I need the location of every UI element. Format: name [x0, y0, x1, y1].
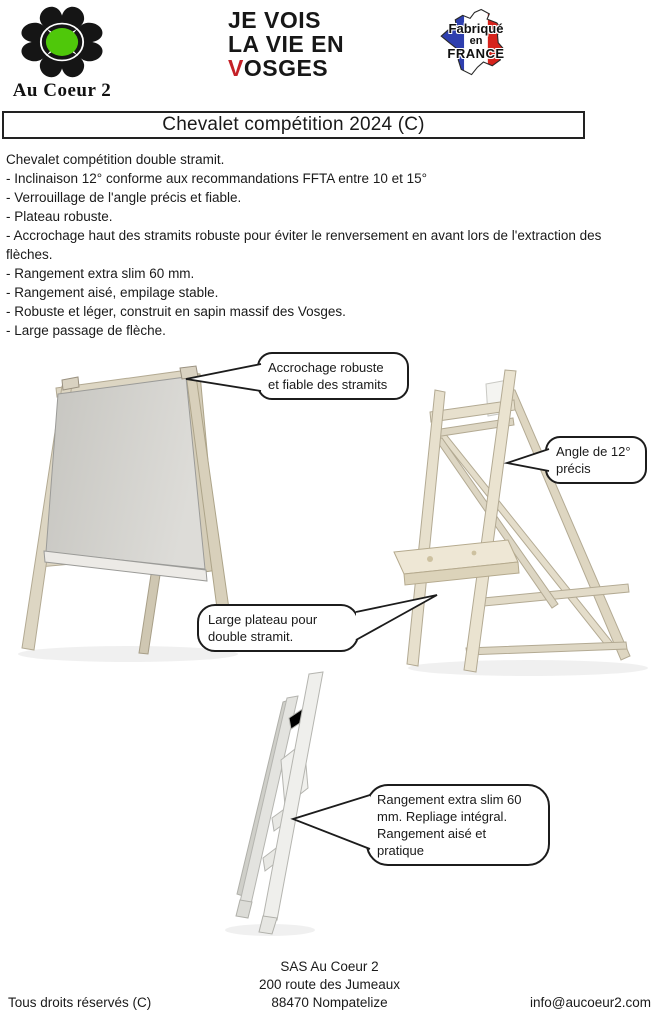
product-description	[6, 150, 656, 340]
callout-line: Accrochage robuste	[268, 360, 384, 375]
photo-easel-folded	[225, 668, 355, 940]
product-title: Chevalet compétition 2024 (C)	[162, 114, 425, 135]
callout-plateau	[197, 604, 359, 652]
callout-line: pratique	[377, 843, 424, 858]
made-in-france-text	[437, 22, 515, 61]
description-line: - Robuste et léger, construit en sapin massif des Vosges.	[6, 304, 346, 319]
callout-line: et fiable des stramits	[268, 377, 388, 392]
logo-fabrique-en-france	[437, 8, 515, 82]
description-line: - Accrochage haut des stramits robuste pour éviter le renversement en avant lors de l'extraction des	[6, 228, 602, 243]
vosges-red-v: V	[228, 55, 244, 81]
vosges-line-1: JE VOIS	[228, 7, 321, 33]
callout-angle	[545, 436, 647, 484]
callout-line: Rangement extra slim 60	[377, 792, 522, 807]
description-line: - Verrouillage de l'angle précis et fiable.	[6, 190, 242, 205]
description-line: flèches.	[6, 247, 53, 262]
photo-easel-frame	[378, 356, 659, 686]
callout-line: Rangement aisé et	[377, 826, 487, 841]
vosges-line-3	[228, 56, 368, 80]
company-name: SAS Au Coeur 2	[280, 959, 379, 974]
mif-line-1: Fabriqué	[448, 21, 504, 36]
logo-je-vois-la-vie-en-vosges	[228, 8, 368, 80]
address-line-2: 88470 Nompatelize	[271, 995, 388, 1010]
mif-line-3: FRANCE	[447, 46, 505, 61]
callout-line: Angle de 12°	[556, 444, 631, 459]
brand-wordmark: Au Coeur 2	[12, 80, 112, 101]
description-line: Chevalet compétition double stramit.	[6, 152, 225, 167]
callout-accrochage	[257, 352, 409, 400]
callout-line: précis	[556, 461, 591, 476]
callout-rangement	[366, 784, 550, 866]
logo-au-coeur-2	[6, 2, 118, 102]
vosges-line-3-rest: OSGES	[243, 55, 329, 81]
callout-line: double stramit.	[208, 629, 294, 644]
description-line: - Inclinaison 12° conforme aux recommandations FFTA entre 10 et 15°	[6, 171, 428, 186]
description-line: - Rangement extra slim 60 mm.	[6, 266, 195, 281]
callout-line: mm. Repliage intégral.	[377, 809, 508, 824]
product-title-box	[2, 111, 585, 139]
copyright-note: Tous droits réservés (C)	[8, 995, 152, 1010]
address-line-1: 200 route des Jumeaux	[258, 977, 401, 992]
flower-icon	[16, 2, 108, 82]
mif-line-2: en	[469, 35, 483, 47]
description-line: - Rangement aisé, empilage stable.	[6, 285, 219, 300]
callout-line: Large plateau pour	[208, 612, 318, 627]
vosges-line-2: LA VIE EN	[228, 31, 345, 57]
description-line: - Plateau robuste.	[6, 209, 113, 224]
description-line: - Large passage de flèche.	[6, 323, 166, 338]
contact-email: info@aucoeur2.com	[529, 995, 651, 1010]
